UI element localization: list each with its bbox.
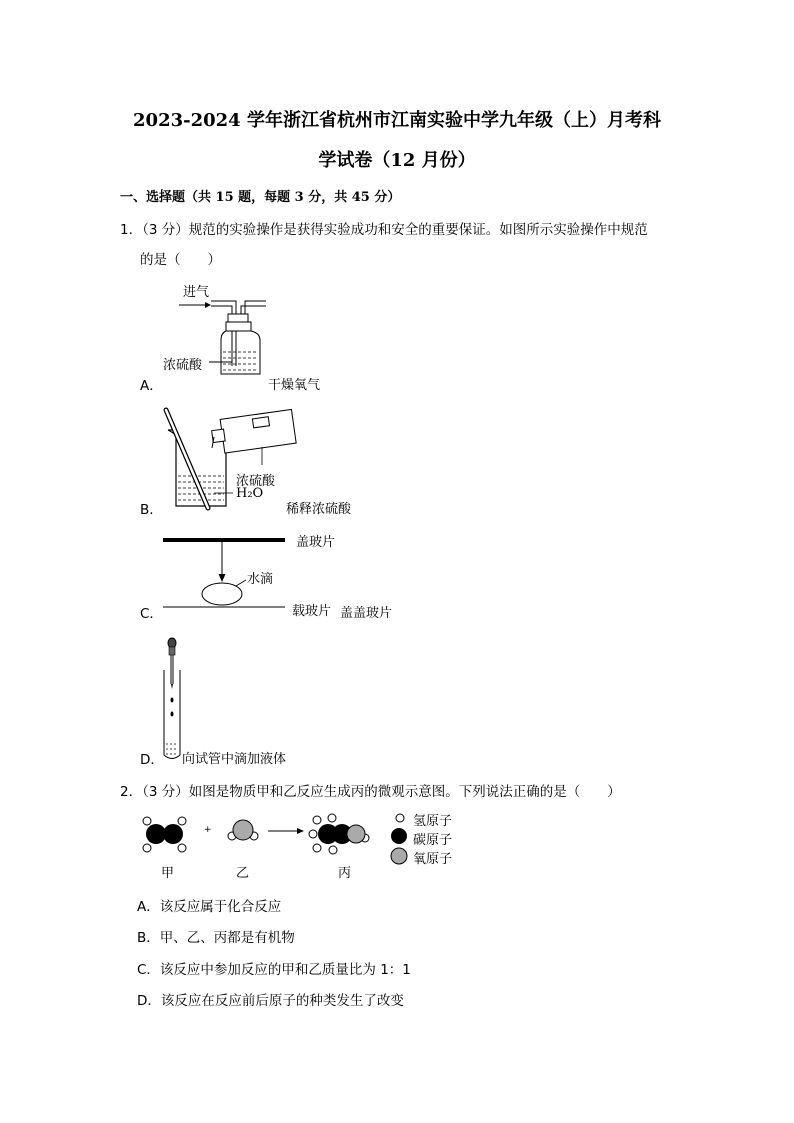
paper-title-line2: 学试卷（12 月份） <box>318 150 476 171</box>
label-bing: 丙 <box>338 866 352 881</box>
label-jia: 甲 <box>161 866 175 881</box>
option-d-caption: 向试管中滴加液体 <box>182 752 287 767</box>
molecule-yi <box>228 820 258 840</box>
molecule-bing <box>309 814 369 854</box>
label-water-drop: 水滴 <box>247 572 274 587</box>
option-c-caption: 盖盖玻片 <box>340 606 393 621</box>
q2-option-b: B．甲、乙、丙都是有机物 <box>137 930 295 946</box>
plus-sign: + <box>204 825 212 835</box>
label-gas-in: 进气 <box>183 285 210 300</box>
legend-oxygen: 氧原子 <box>413 852 453 867</box>
label-water: H₂O <box>236 486 264 501</box>
legend-hydrogen: 氢原子 <box>413 814 453 829</box>
option-d-letter: D． <box>140 752 164 768</box>
legend-carbon: 碳原子 <box>413 833 453 848</box>
molecule-jia <box>143 817 186 852</box>
q1-stem-line1: 1．（3 分）规范的实验操作是获得实验成功和安全的重要保证。如图所示实验操作中规范 <box>120 222 648 238</box>
q2-option-c: C．该反应中参加反应的甲和乙质量比为 1：1 <box>137 962 411 978</box>
q2-option-d: D．该反应在反应前后原子的种类发生了改变 <box>137 993 404 1009</box>
label-conc-acid-a: 浓硫酸 <box>163 358 203 373</box>
paper-title-line1: 2023-2024 学年浙江省杭州市江南实验中学九年级（上）月考科 <box>133 110 661 131</box>
option-b-caption: 稀释浓硫酸 <box>286 502 352 517</box>
q1-stem-line2: 的是（ ） <box>140 252 221 268</box>
option-a-letter: A． <box>140 378 163 394</box>
option-b-letter: B． <box>140 502 163 518</box>
label-conc-acid-b: 浓硫酸 <box>236 474 276 489</box>
label-yi: 乙 <box>236 866 250 881</box>
q2-stem: 2．（3 分）如图是物质甲和乙反应生成丙的微观示意图。下列说法正确的是（ ） <box>120 784 621 800</box>
section-header: 一、选择题（共 15 题，每题 3 分，共 45 分） <box>120 190 401 205</box>
label-cover-slip: 盖玻片 <box>296 535 336 550</box>
option-a-caption: 干燥氧气 <box>268 378 321 393</box>
option-c-letter: C． <box>140 606 163 622</box>
q2-option-a: A．该反应属于化合反应 <box>137 899 282 915</box>
label-slide: 载玻片 <box>292 604 332 619</box>
